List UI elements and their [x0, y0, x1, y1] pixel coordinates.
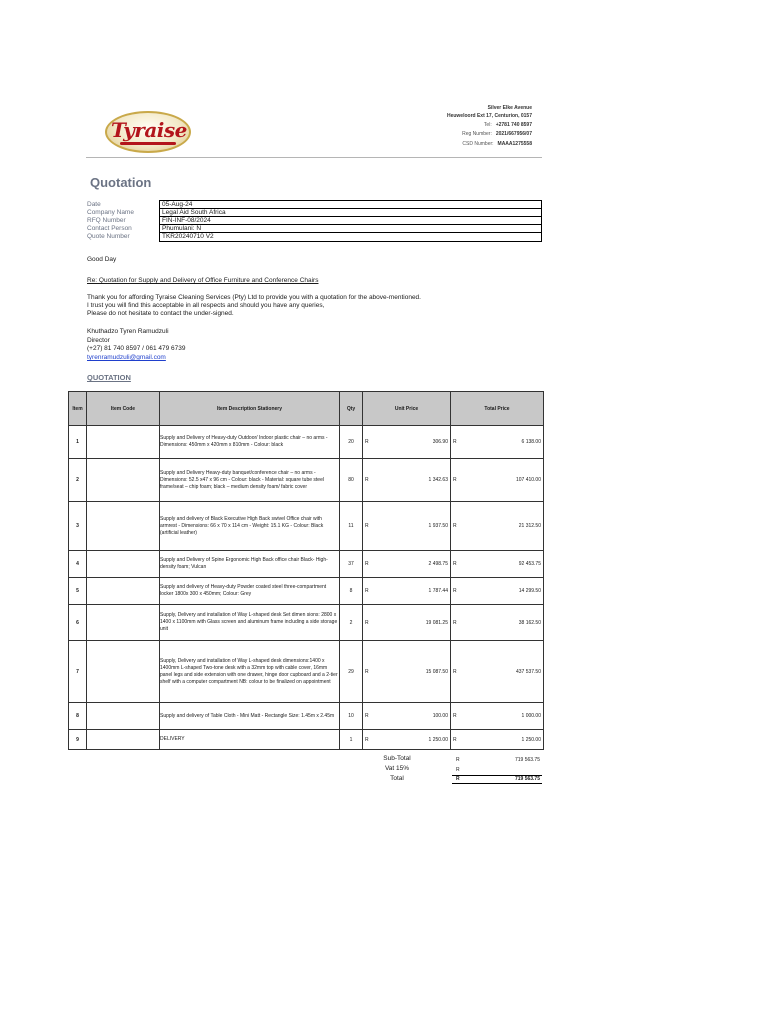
unit-price-value: 100.00 [432, 713, 448, 719]
currency-symbol: R [453, 588, 457, 594]
total-rule-top [452, 775, 542, 776]
cell-total-price [451, 551, 544, 578]
cell-description: Supply and Delivery Heavy-duty banquet/conference chair – no arms - Dimensions: 52.5 x47 x 96 cm - Colour: black - Material: square tube steel frame/seat – chip foam; black – medium density foam/ fabric cover [160, 459, 340, 502]
detail-company: Legal Aid South Africa [160, 209, 541, 217]
currency-symbol: R [365, 619, 369, 626]
unit-price-value: 1 250.00 [428, 736, 448, 743]
cell-unit-price [363, 578, 451, 605]
cell-code [87, 730, 160, 750]
cell-total-price [451, 605, 544, 641]
currency-symbol: R [365, 439, 369, 445]
cell-qty: 37 [340, 551, 363, 578]
detail-quote-number: TKR20240710 V2 [162, 233, 214, 240]
address-line2: Heuweloord Ext 17, Centurion, 0157 [446, 113, 532, 119]
details-labels [87, 201, 134, 241]
total-price-value: 1 000.00 [521, 713, 541, 719]
total-price-value: 437 537.50 [515, 668, 541, 675]
currency-symbol: R [453, 439, 457, 445]
cell-item: 7 [69, 641, 87, 703]
address-line1: Silver Elke Avenue [487, 105, 532, 111]
currency-symbol: R [453, 477, 457, 483]
unit-price-value: 306.90 [432, 439, 448, 445]
table-row [69, 605, 544, 641]
cell-total-price [451, 641, 544, 703]
cell-total-price [451, 502, 544, 551]
signatory-email-link[interactable]: tyrenramudzuli@gmail.com [87, 354, 166, 361]
header-total-price: Total Price [451, 392, 544, 426]
cell-unit-price [363, 641, 451, 703]
company-reg: Reg Number: 2021/667956/07 [462, 131, 532, 137]
cell-total-price [451, 703, 544, 730]
quotation-table [68, 391, 544, 750]
cell-qty: 2 [340, 605, 363, 641]
cell-total-price [451, 459, 544, 502]
total-value: 719 563.75 [514, 776, 540, 782]
signatory-name: Khuthadzo Tyren Ramudzuli [87, 328, 169, 335]
cell-description: DELIVERY [160, 730, 340, 750]
table-row [69, 641, 544, 703]
cell-item: 6 [69, 605, 87, 641]
currency-symbol: R [365, 477, 369, 483]
table-row [69, 426, 544, 459]
table-row [69, 703, 544, 730]
currency-symbol: R [453, 619, 457, 626]
detail-label: Company Name [87, 209, 134, 216]
cell-qty: 1 [340, 730, 363, 750]
header-unit-price: Unit Price [363, 392, 451, 426]
detail-rfq: FIN-INF-08/2024 [160, 217, 541, 225]
cell-item: 4 [69, 551, 87, 578]
total-price-value: 107 410.00 [515, 477, 541, 483]
re-line: Re: Quotation for Supply and Delivery of Office Furniture and Conference Chairs [87, 277, 319, 284]
cell-total-price [451, 426, 544, 459]
details-values [159, 200, 542, 242]
detail-label: Contact Person [87, 225, 132, 232]
header-description: Item Description Stationery [160, 392, 340, 426]
detail-label: RFQ Number [87, 217, 126, 224]
subtotal-label: Sub-Total [383, 755, 411, 762]
cell-code [87, 426, 160, 459]
total-price-value: 14 299.50 [518, 588, 541, 594]
cell-qty: 8 [340, 578, 363, 605]
body-line: Thank you for affording Tyraise Cleaning Services (Pty) Ltd to provide you with a quotation for the above-mentioned. [87, 294, 421, 301]
subtotal-currency: R [456, 757, 460, 763]
currency-symbol: R [453, 668, 457, 675]
cell-description: Supply and delivery of Table Cloth - Mini Matt - Rectangle Size: 1.45m x 2.45m [160, 703, 340, 730]
cell-code [87, 551, 160, 578]
total-label: Total [390, 775, 404, 782]
detail-label: Date [87, 201, 101, 208]
unit-price-value: 1 787.44 [428, 588, 448, 594]
subtotal-value: 719 563.75 [514, 757, 540, 763]
greeting: Good Day [87, 256, 117, 263]
unit-price-value: 2 498.75 [428, 561, 448, 567]
currency-symbol: R [365, 588, 369, 594]
cell-code [87, 502, 160, 551]
cell-unit-price [363, 730, 451, 750]
cell-unit-price [363, 459, 451, 502]
cell-qty: 29 [340, 641, 363, 703]
cell-description: Supply and Delivery of Heavy-duty Outdoor/ Indoor plastic chair – no arms - Dimensions: 450mm x 420mm x 810mm - Colour: black [160, 426, 340, 459]
currency-symbol: R [365, 523, 369, 529]
detail-contact: Phumulani: N [160, 225, 541, 233]
cell-item: 8 [69, 703, 87, 730]
cell-qty: 20 [340, 426, 363, 459]
header-item: Item [69, 392, 87, 426]
cell-qty: 11 [340, 502, 363, 551]
signatory-role: Director [87, 337, 110, 344]
cell-item: 3 [69, 502, 87, 551]
body-line: Please do not hesitate to contact the under-signed. [87, 310, 234, 317]
company-csd: CSD Number: MAAA1275558 [462, 141, 532, 147]
cell-code [87, 578, 160, 605]
unit-price-value: 19 081.25 [425, 619, 448, 626]
cell-total-price [451, 578, 544, 605]
header-divider [86, 157, 542, 158]
total-price-value: 6 138.00 [521, 439, 541, 445]
cell-unit-price [363, 703, 451, 730]
unit-price-value: 15 087.50 [425, 668, 448, 675]
currency-symbol: R [365, 668, 369, 675]
currency-symbol: R [453, 713, 457, 719]
total-rule-bottom [452, 783, 542, 784]
table-header-row [69, 392, 544, 426]
cell-description: Supply, Delivery and installation of Way L-shaped desk dimensions:1400 x 1400mm L-shaped Two-tone desk with a 32mm top with cable cover, 16mm panel legs and side extension with one drawer, hinge door cupboard and a 2-tier shelf with a computer compartment NB: colour to be finalized on appointment [160, 641, 340, 703]
currency-symbol: R [365, 713, 369, 719]
vat-currency: R [456, 767, 460, 773]
total-currency: R [456, 776, 460, 782]
table-row [69, 551, 544, 578]
cell-code [87, 459, 160, 502]
total-price-value: 92 453.75 [518, 561, 541, 567]
cell-unit-price [363, 502, 451, 551]
unit-price-value: 1 342.63 [428, 477, 448, 483]
page-title: Quotation [90, 175, 152, 190]
cell-code [87, 641, 160, 703]
table-row [69, 730, 544, 750]
detail-date: 05-Aug-24 [160, 201, 541, 209]
cell-unit-price [363, 551, 451, 578]
logo-text: Tyraise [111, 118, 187, 142]
signatory-phone: (+27) 81 740 8597 / 061 479 6739 [87, 345, 186, 352]
cell-code [87, 605, 160, 641]
cell-item: 1 [69, 426, 87, 459]
company-tel: Tel: +2781 740 8597 [483, 122, 532, 128]
total-price-value: 1 250.00 [521, 736, 541, 743]
detail-label: Quote Number [87, 233, 130, 240]
total-price-value: 38 162.50 [518, 619, 541, 626]
cell-item: 2 [69, 459, 87, 502]
logo-underline [120, 142, 176, 145]
cell-description: Supply and Delivery of Spine Ergonomic High Back office chair Black- High-density foam; Vulcan [160, 551, 340, 578]
body-line: I trust you will find this acceptable in all respects and should you have any queries, [87, 302, 325, 309]
header-qty: Qty [340, 392, 363, 426]
cell-total-price [451, 730, 544, 750]
cell-unit-price [363, 426, 451, 459]
cell-qty: 80 [340, 459, 363, 502]
total-price-value: 21 312.50 [518, 523, 541, 529]
unit-price-value: 1 937.50 [428, 523, 448, 529]
currency-symbol: R [453, 736, 457, 743]
currency-symbol: R [365, 561, 369, 567]
header-item-code: Item Code [87, 392, 160, 426]
currency-symbol: R [453, 523, 457, 529]
cell-unit-price [363, 605, 451, 641]
table-row [69, 578, 544, 605]
cell-item: 9 [69, 730, 87, 750]
currency-symbol: R [365, 736, 369, 743]
currency-symbol: R [453, 561, 457, 567]
cell-description: Supply and delivery of Black Executive High Back swivel Office chair with armrest - Dimensions: 66 x 70 x 114 cm - Weight: 15.1 KG - Colour: Black (artificial leather) [160, 502, 340, 551]
cell-description: Supply, Delivery and installation of Way L-shaped desk Set dimen sions: 2800 x 1400 x 1100mm with Glass screen and aluminum frame including a side storage unit [160, 605, 340, 641]
vat-label: Vat 15% [384, 765, 410, 772]
cell-description: Supply and delivery of Heavy-duty Powder coated steel three-compartment locker 1800x 300 x 450mm; Colour: Grey [160, 578, 340, 605]
table-row [69, 502, 544, 551]
cell-qty: 10 [340, 703, 363, 730]
table-row [69, 459, 544, 502]
cell-code [87, 703, 160, 730]
cell-item: 5 [69, 578, 87, 605]
section-title: QUOTATION [87, 373, 131, 382]
